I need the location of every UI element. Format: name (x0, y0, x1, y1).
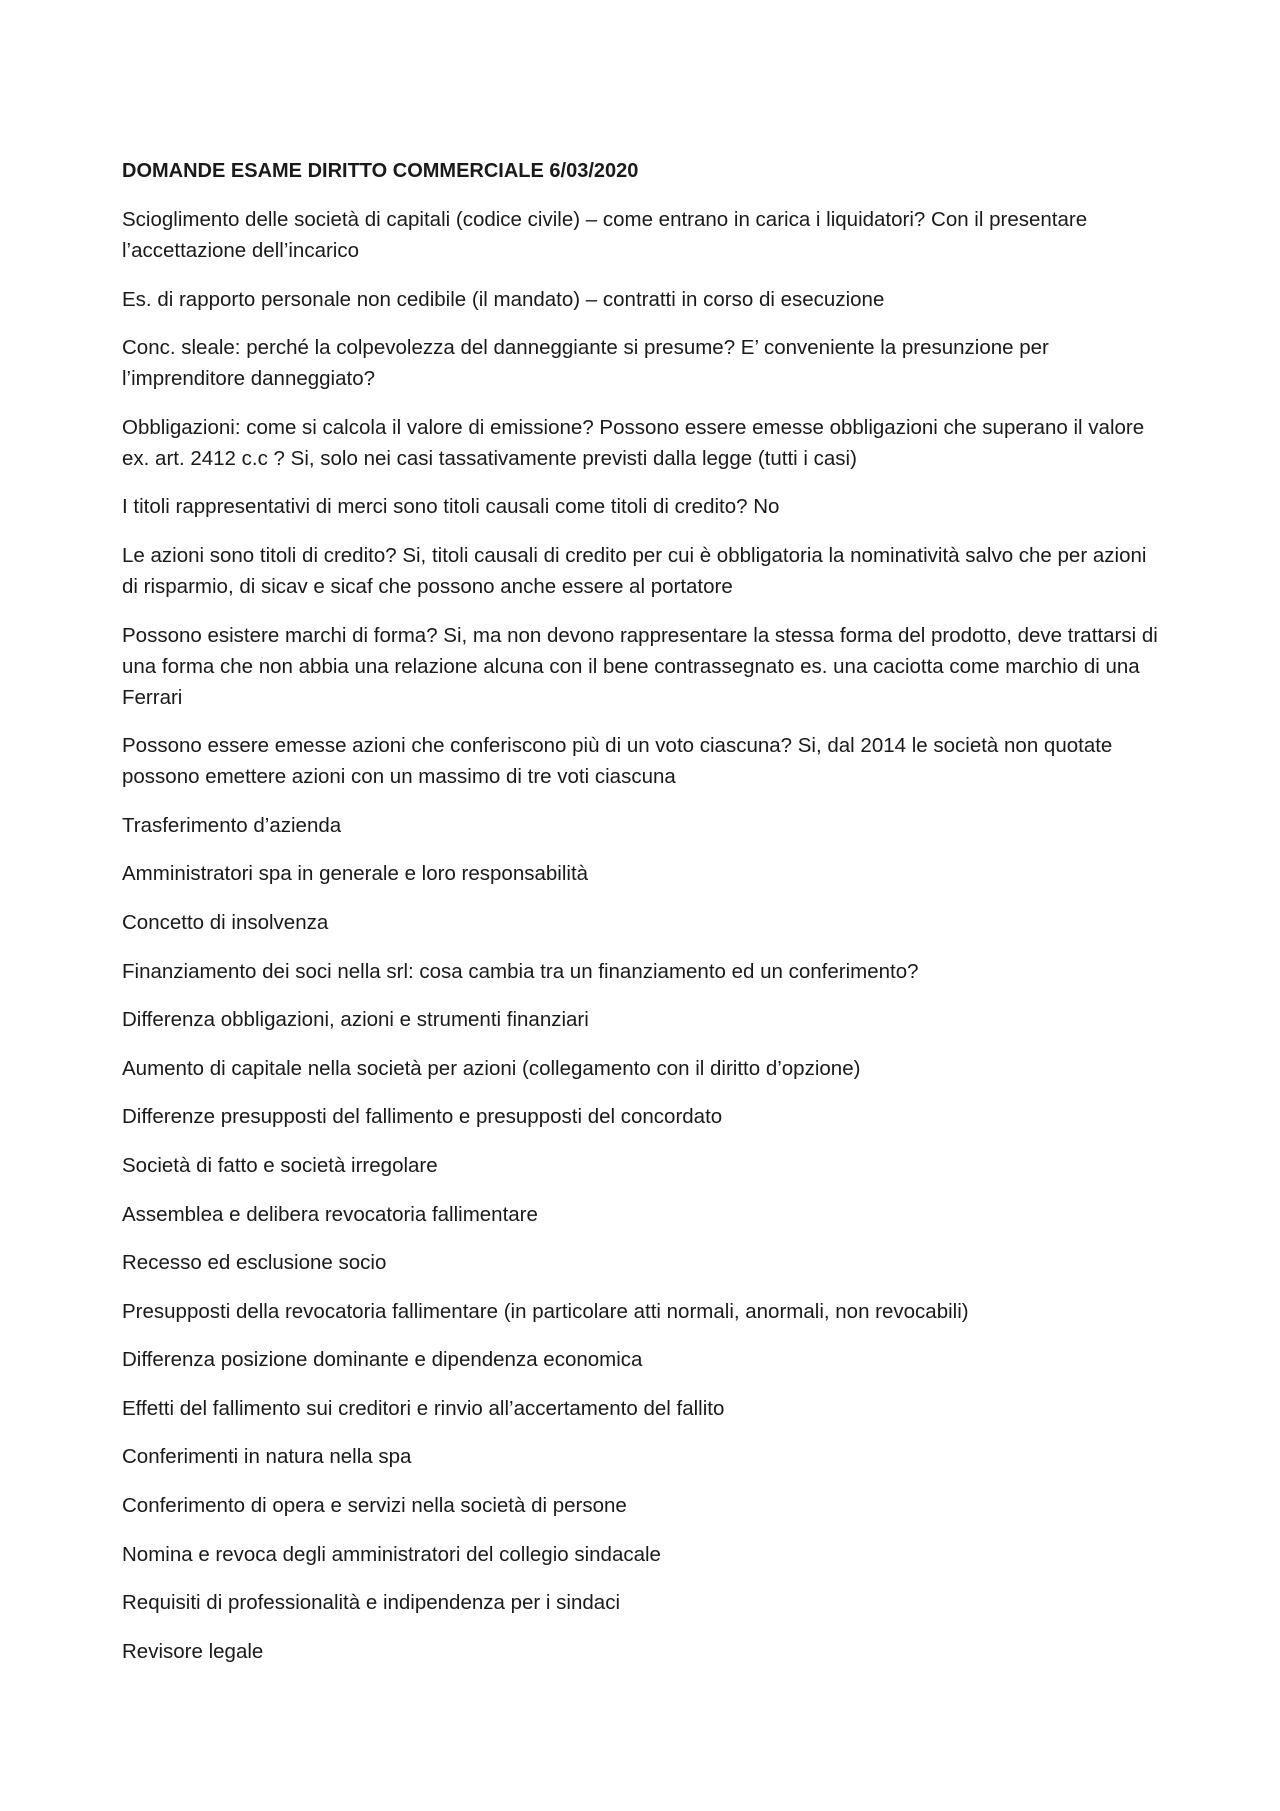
question-22: Conferimenti in natura nella spa (122, 1445, 412, 1469)
question-20: Differenza posizione dominante e dipendenza economica (122, 1348, 643, 1372)
question-9: Trasferimento d’azienda (122, 813, 342, 837)
question-23: Conferimento di opera e servizi nella società di persone (122, 1494, 627, 1518)
question-3: Conc. sleale: perché la colpevolezza del danneggiante si presume? E’ conveniente la presunzione per l’imprenditore danneggiato? (122, 336, 1049, 391)
question-11: Concetto di insolvenza (122, 910, 329, 934)
question-14: Aumento di capitale nella società per azioni (collegamento con il diritto d’opzione) (122, 1056, 861, 1080)
question-1: Scioglimento delle società di capitali (codice civile) – come entrano in carica i liquidatori? Con il presentare l’accettazione dell’incarico (122, 208, 1088, 262)
question-25: Requisiti di professionalità e indipendenza per i sindaci (122, 1591, 620, 1615)
question-24: Nomina e revoca degli amministratori del collegio sindacale (122, 1542, 661, 1566)
question-17: Assemblea e delibera revocatoria fallimentare (122, 1202, 538, 1226)
question-10: Amministratori spa in generale e loro responsabilità (122, 862, 589, 886)
question-5: I titoli rappresentativi di merci sono titoli causali come titoli di credito? No (122, 495, 780, 519)
question-13: Differenza obbligazioni, azioni e strumenti finanziari (122, 1008, 589, 1032)
question-21: Effetti del fallimento sui creditori e rinvio all’accertamento del fallito (122, 1396, 725, 1420)
question-15: Differenze presupposti del fallimento e presupposti del concordato (122, 1105, 723, 1129)
question-6: Le azioni sono titoli di credito? Si, titoli causali di credito per cui è obbligatoria la nominatività salvo che per azioni di risparmio, di sicav e sicaf che possono anche essere al portatore (122, 543, 1147, 598)
question-16: Società di fatto e società irregolare (122, 1153, 438, 1177)
document-title: DOMANDE ESAME DIRITTO COMMERCIALE 6/03/2020 (122, 160, 639, 182)
question-19: Presupposti della revocatoria fallimentare (in particolare atti normali, anormali, non revocabili) (122, 1299, 969, 1323)
question-26: Revisore legale (122, 1639, 264, 1663)
question-4: Obbligazioni: come si calcola il valore di emissione? Possono essere emesse obbligazioni che superano il valore ex. art. 2412 c.c ? Si, solo nei casi tassativamente previsti dalla legge (tutti i casi) (122, 415, 1145, 470)
question-18: Recesso ed esclusione socio (122, 1251, 387, 1275)
question-12: Finanziamento dei soci nella srl: cosa cambia tra un finanziamento ed un conferimento? (122, 959, 919, 983)
question-2: Es. di rapporto personale non cedibile (il mandato) – contratti in corso di esecuzione (122, 287, 885, 311)
document-body (122, 156, 1162, 1684)
question-8: Possono essere emesse azioni che conferiscono più di un voto ciascuna? Si, dal 2014 le società non quotate possono emettere azioni con un massimo di tre voti ciascuna (122, 734, 1113, 789)
question-7: Possono esistere marchi di forma? Si, ma non devono rappresentare la stessa forma del prodotto, deve trattarsi di una forma che non abbia una relazione alcuna con il bene contrassegnato es. una caciotta come marchio di una Ferrari (122, 623, 1158, 709)
